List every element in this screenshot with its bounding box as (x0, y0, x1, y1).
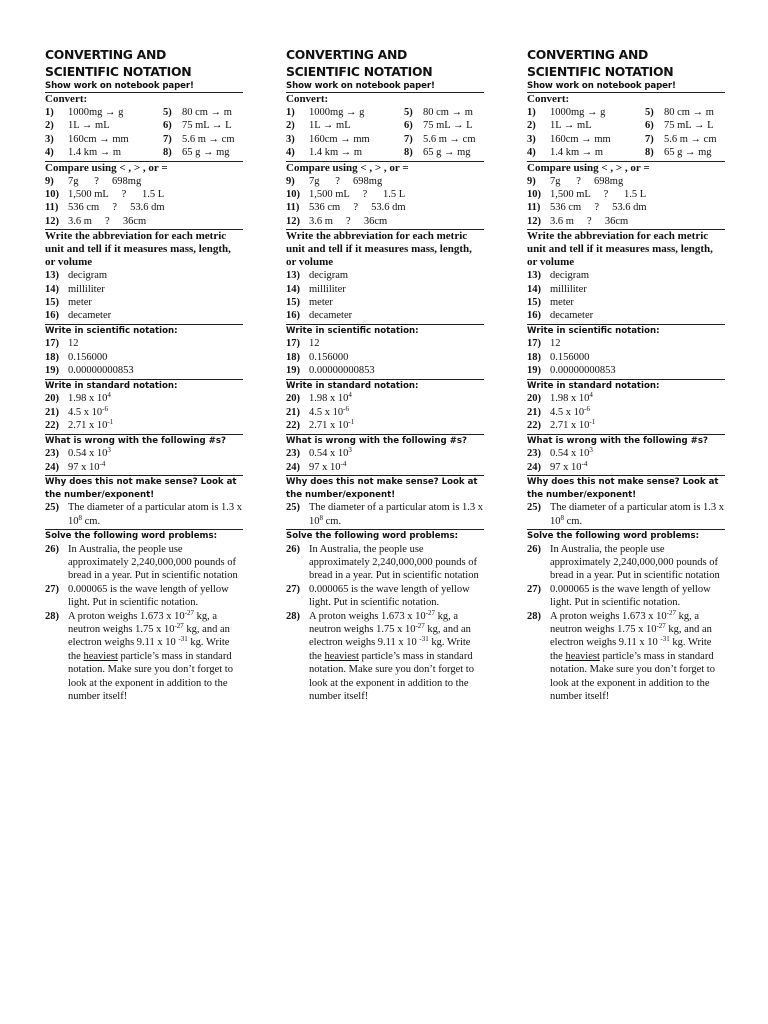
question-item: 3) 160cm → mm (286, 133, 370, 145)
question-item: 4) 1.4 km → m (527, 147, 604, 159)
question-item: 12) 3.6 m ? 36cm (286, 215, 388, 227)
section-heading: Solve the following word problems: (45, 530, 218, 541)
worksheet-title: CONVERTING AND SCIENTIFIC NOTATION (45, 47, 192, 79)
make-sense-section (286, 476, 484, 530)
question-item: 6) 75 mL → L (645, 120, 714, 132)
question-item: 27) 0.000065 is the wave length of yellow light. Put in scientific notation. (45, 583, 229, 609)
whats-wrong-section (286, 435, 484, 476)
question-item: 17) 12 (527, 338, 561, 350)
convert-row (45, 106, 243, 119)
whats-wrong-section (45, 435, 243, 476)
scientific-notation-section (45, 325, 243, 380)
question-item: 27) 0.000065 is the wave length of yellow light. Put in scientific notation. (286, 583, 470, 609)
subtitle: Show work on notebook paper! (286, 80, 484, 93)
question-item: 20) 1.98 x $10^4$ (286, 391, 352, 405)
question-item: 14) milliliter (286, 283, 346, 295)
question-item: 16) decameter (286, 310, 353, 322)
make-sense-section (527, 476, 725, 530)
scientific-notation-section (527, 325, 725, 380)
section-heading: Why does this not make sense? Look at the number/exponent! (527, 476, 719, 500)
question-item: 5) 80 cm → m (404, 107, 473, 118)
standard-notation-section (527, 380, 725, 435)
question-item: 9) 7g ? 698mg (45, 175, 142, 187)
question-item: 22) 2.71 x $10^{-1}$ (527, 418, 596, 432)
question-item: 19) 0.00000000853 (286, 365, 375, 377)
question-item: 25) The diameter of a particular atom is 1.3 x $10^8$ cm. (286, 502, 484, 527)
question-item: 1) 1000mg → g (286, 107, 365, 118)
question-item: 26) In Australia, the people use approximately 2,240,000,000 pounds of bread in a year. Put in scientific notation (286, 543, 479, 582)
question-item: 18) 0.156000 (286, 351, 349, 363)
question-item: 6) 75 mL → L (163, 120, 232, 132)
section-heading: What is wrong with the following #s? (45, 435, 226, 446)
worksheet-title: CONVERTING AND SCIENTIFIC NOTATION (286, 47, 433, 79)
question-item: 13) decigram (286, 270, 349, 282)
question-item: 22) 2.71 x $10^{-1}$ (45, 418, 114, 432)
abbreviation-section (527, 230, 725, 325)
question-item: 17) 12 (286, 338, 320, 350)
section-heading: Compare using < , > , or = (45, 161, 168, 174)
question-item: 15) meter (527, 297, 574, 309)
section-heading: Write the abbreviation for each metric unit and tell if it measures mass, length, or volume (45, 230, 231, 269)
question-item: 4) 1.4 km → m (286, 147, 363, 159)
convert-row (45, 119, 243, 132)
question-item: 25) The diameter of a particular atom is 1.3 x $10^8$ cm. (527, 502, 725, 527)
compare-section (45, 162, 243, 231)
convert-row (286, 133, 484, 146)
question-item: 24) 97 x $10^{-4}$ (286, 459, 347, 473)
worksheet-column (527, 46, 725, 703)
question-item: 16) decameter (45, 310, 112, 322)
standard-notation-section (286, 380, 484, 435)
section-heading: Convert: (45, 93, 88, 105)
question-item: 13) decigram (45, 270, 108, 282)
question-item: 3) 160cm → mm (45, 133, 129, 145)
word-problems-section (527, 530, 725, 703)
question-item: 19) 0.00000000853 (45, 365, 134, 377)
question-item: 11) 536 cm ? 53.6 dm (527, 202, 647, 214)
question-item: 5) 80 cm → m (163, 107, 232, 118)
convert-row (45, 133, 243, 146)
question-item: 15) meter (286, 297, 333, 309)
worksheet-column (45, 46, 243, 703)
abbreviation-section (286, 230, 484, 325)
section-heading: Compare using < , > , or = (527, 161, 650, 174)
question-item: 10) 1,500 mL ? 1.5 L (527, 189, 647, 201)
question-item: 4) 1.4 km → m (45, 147, 122, 159)
question-item: 12) 3.6 m ? 36cm (527, 215, 629, 227)
subtitle: Show work on notebook paper! (527, 80, 725, 93)
question-item: 22) 2.71 x $10^{-1}$ (286, 418, 355, 432)
abbreviation-section (45, 230, 243, 325)
question-item: 26) In Australia, the people use approximately 2,240,000,000 pounds of bread in a year. Put in scientific notation (45, 543, 238, 582)
section-heading: Write the abbreviation for each metric unit and tell if it measures mass, length, or volume (286, 230, 472, 269)
question-item: 12) 3.6 m ? 36cm (45, 215, 147, 227)
question-item: 5) 80 cm → m (645, 107, 714, 118)
subtitle: Show work on notebook paper! (45, 80, 243, 93)
convert-row (527, 133, 725, 146)
convert-row (527, 146, 725, 159)
question-item: 25) The diameter of a particular atom is 1.3 x $10^8$ cm. (45, 502, 243, 527)
section-heading: Compare using < , > , or = (286, 161, 409, 174)
section-heading: Convert: (286, 93, 329, 105)
section-heading: Write in standard notation: (45, 380, 178, 391)
question-item: 11) 536 cm ? 53.6 dm (286, 202, 406, 214)
section-heading: Write in scientific notation: (45, 325, 178, 336)
question-item: 21) 4.5 x $10^{-6}$ (286, 404, 349, 418)
question-item: 7) 5.6 m → cm (645, 133, 717, 145)
section-heading: Why does this not make sense? Look at the number/exponent! (286, 476, 478, 500)
word-problems-section (45, 530, 243, 703)
question-item: 26) In Australia, the people use approximately 2,240,000,000 pounds of bread in a year. Put in scientific notation (527, 543, 720, 582)
section-heading: Write in standard notation: (527, 380, 660, 391)
question-item: 11) 536 cm ? 53.6 dm (45, 202, 165, 214)
question-item: 9) 7g ? 698mg (527, 175, 624, 187)
convert-row (286, 106, 484, 119)
convert-section (527, 93, 725, 162)
question-item: 23) 0.54 x $10^3$ (286, 446, 352, 460)
question-item: 7) 5.6 m → cm (163, 133, 235, 145)
question-item: 28) A proton weighs 1.673 x $10^{-27}$ kg, a neutron weighs 1.75 x $10^{-27}$ kg, and an electron weighs 9.11 x 10 $^{-31}$ kg. Write the heaviest particle’s mass in standard notation. Make sure you don’t forget to look at the exponent in addition to the number itself! (45, 608, 233, 702)
question-item: 28) A proton weighs 1.673 x $10^{-27}$ kg, a neutron weighs 1.75 x $10^{-27}$ kg, and an electron weighs 9.11 x 10 $^{-31}$ kg. Write the heaviest particle’s mass in standard notation. Make sure you don’t forget to look at the exponent in addition to the number itself! (527, 608, 715, 702)
worksheet-title: CONVERTING AND SCIENTIFIC NOTATION (527, 47, 674, 79)
section-heading: What is wrong with the following #s? (286, 435, 467, 446)
question-item: 10) 1,500 mL ? 1.5 L (286, 189, 406, 201)
question-item: 10) 1,500 mL ? 1.5 L (45, 189, 165, 201)
question-item: 20) 1.98 x $10^4$ (527, 391, 593, 405)
question-item: 7) 5.6 m → cm (404, 133, 476, 145)
question-item: 14) milliliter (527, 283, 587, 295)
question-item: 23) 0.54 x $10^3$ (45, 446, 111, 460)
question-item: 8) 65 g → mg (163, 147, 230, 159)
section-heading: Convert: (527, 93, 570, 105)
question-item: 3) 160cm → mm (527, 133, 611, 145)
question-item: 18) 0.156000 (527, 351, 590, 363)
question-item: 21) 4.5 x $10^{-6}$ (45, 404, 108, 418)
worksheet-column (286, 46, 484, 703)
question-item: 2) 1L → mL (527, 120, 592, 132)
question-item: 8) 65 g → mg (404, 147, 471, 159)
question-item: 24) 97 x $10^{-4}$ (527, 459, 588, 473)
convert-row (45, 146, 243, 159)
section-heading: Solve the following word problems: (527, 530, 700, 541)
make-sense-section (45, 476, 243, 530)
section-heading: Why does this not make sense? Look at the number/exponent! (45, 476, 237, 500)
question-item: 24) 97 x $10^{-4}$ (45, 459, 106, 473)
question-item: 20) 1.98 x $10^4$ (45, 391, 111, 405)
question-item: 13) decigram (527, 270, 590, 282)
section-heading: Write in standard notation: (286, 380, 419, 391)
section-heading: What is wrong with the following #s? (527, 435, 708, 446)
convert-row (527, 119, 725, 132)
question-item: 2) 1L → mL (286, 120, 351, 132)
question-item: 21) 4.5 x $10^{-6}$ (527, 404, 590, 418)
scientific-notation-section (286, 325, 484, 380)
question-item: 28) A proton weighs 1.673 x $10^{-27}$ kg, a neutron weighs 1.75 x $10^{-27}$ kg, and an electron weighs 9.11 x 10 $^{-31}$ kg. Write the heaviest particle’s mass in standard notation. Make sure you don’t forget to look at the exponent in addition to the number itself! (286, 608, 474, 702)
convert-section (45, 93, 243, 162)
section-heading: Solve the following word problems: (286, 530, 459, 541)
question-item: 2) 1L → mL (45, 120, 110, 132)
compare-section (286, 162, 484, 231)
question-item: 17) 12 (45, 338, 79, 350)
convert-row (286, 146, 484, 159)
question-item: 1) 1000mg → g (45, 107, 124, 118)
word-problems-section (286, 530, 484, 703)
convert-section (286, 93, 484, 162)
question-item: 9) 7g ? 698mg (286, 175, 383, 187)
whats-wrong-section (527, 435, 725, 476)
convert-row (527, 106, 725, 119)
section-heading: Write in scientific notation: (286, 325, 419, 336)
question-item: 14) milliliter (45, 283, 105, 295)
question-item: 19) 0.00000000853 (527, 365, 616, 377)
question-item: 16) decameter (527, 310, 594, 322)
compare-section (527, 162, 725, 231)
section-heading: Write the abbreviation for each metric unit and tell if it measures mass, length, or volume (527, 230, 713, 269)
question-item: 8) 65 g → mg (645, 147, 712, 159)
question-item: 15) meter (45, 297, 92, 309)
question-item: 1) 1000mg → g (527, 107, 606, 118)
question-item: 18) 0.156000 (45, 351, 108, 363)
question-item: 23) 0.54 x $10^3$ (527, 446, 593, 460)
convert-row (286, 119, 484, 132)
standard-notation-section (45, 380, 243, 435)
question-item: 27) 0.000065 is the wave length of yellow light. Put in scientific notation. (527, 583, 711, 609)
section-heading: Write in scientific notation: (527, 325, 660, 336)
question-item: 6) 75 mL → L (404, 120, 473, 132)
